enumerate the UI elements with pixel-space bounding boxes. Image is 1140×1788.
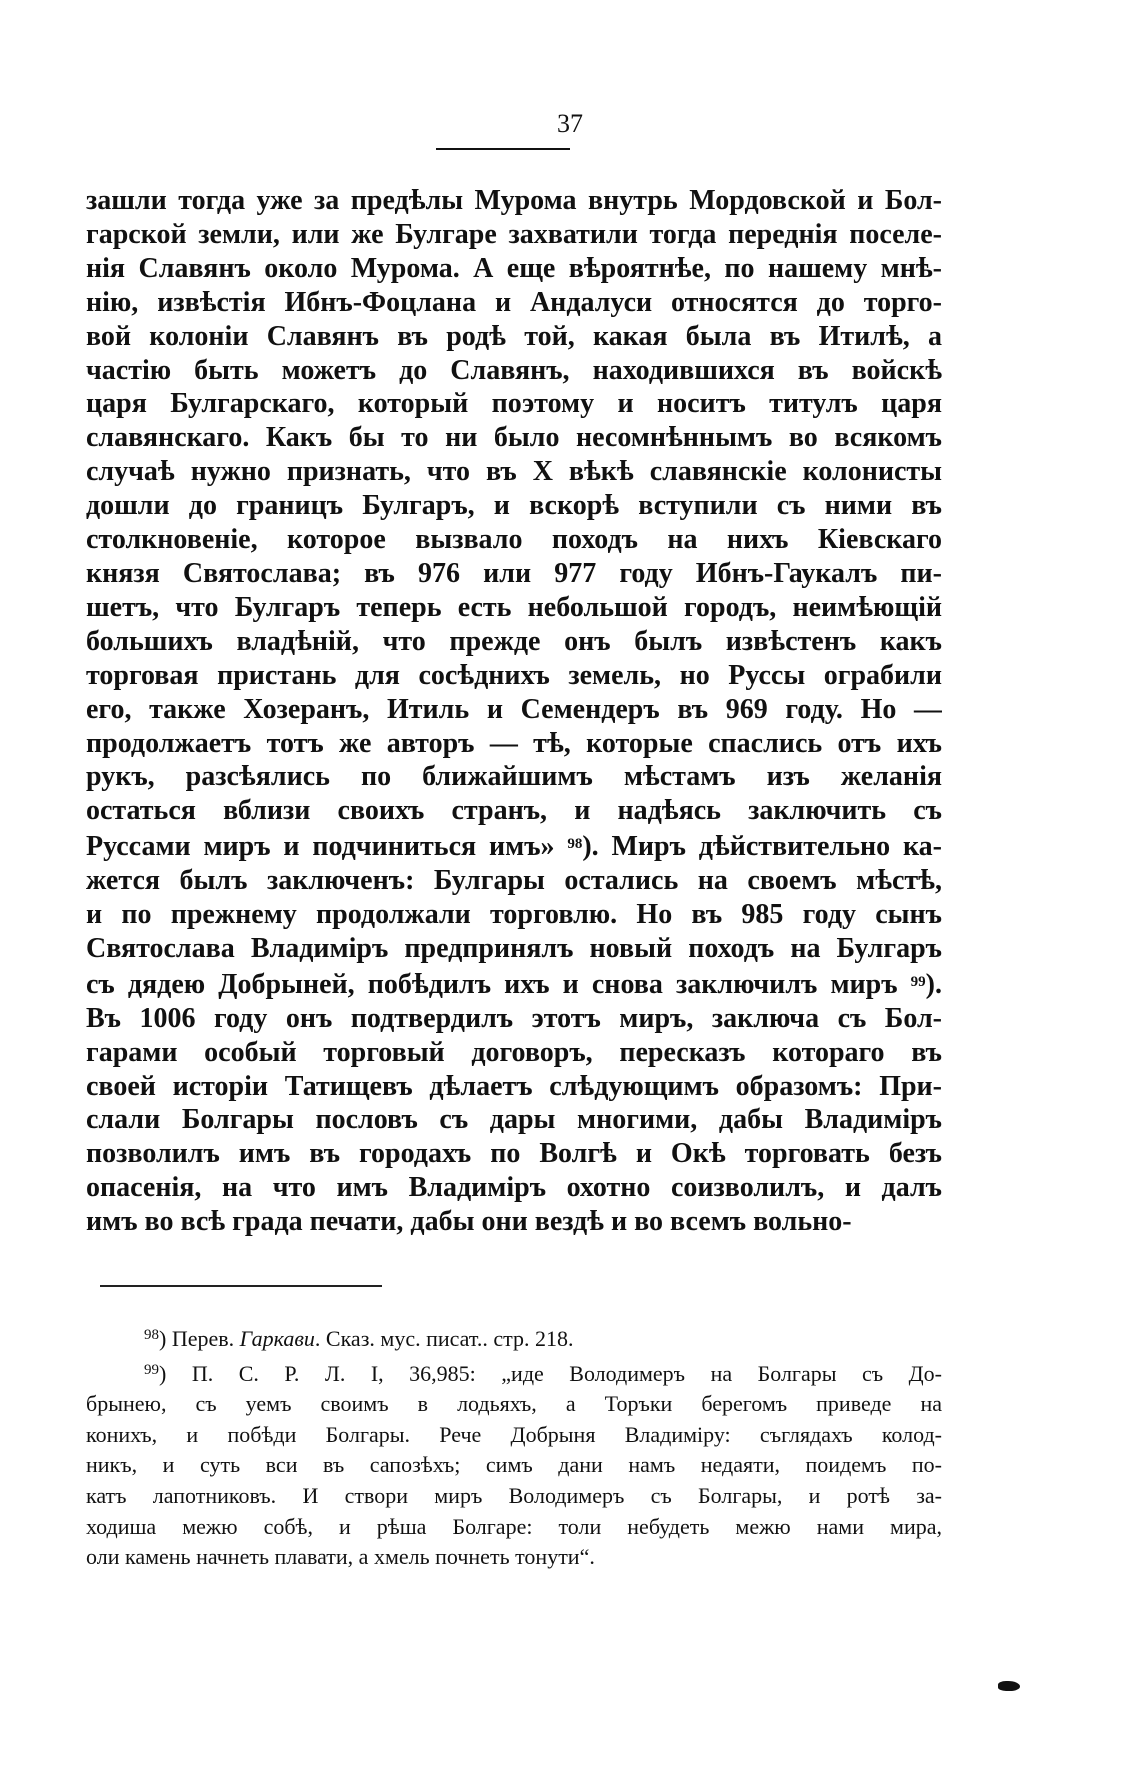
text-line: вой колоніи Славянъ въ родѣ той, какая была въ Итилѣ, а	[86, 320, 942, 352]
footnotes	[86, 1320, 942, 1573]
text-line: нію, извѣстія Ибнъ-Фоцлана и Андалуси относятся до торго-	[86, 286, 942, 318]
footnote-author: Гаркави	[239, 1326, 315, 1351]
text-line: дошли до границъ Булгаръ, и вскорѣ вступили съ ними въ	[86, 490, 942, 522]
ink-blot	[998, 1681, 1020, 1691]
text-line: славянскаго. Какъ бы то ни было несомнѣннымъ во всякомъ	[86, 422, 942, 454]
text-line: рукъ, разсѣялись по ближайшимъ мѣстамъ изъ желанія	[86, 761, 942, 793]
footnote-text: ) П. С. Р. Л. I, 36,985: „иде Володимеръ на Болгары съ До-	[159, 1360, 942, 1386]
text-line: гарами особый торговый договоръ, пересказъ котораго въ	[86, 1036, 942, 1068]
text-line: столкновеніе, которое вызвало походъ на нихъ Кіевскаго	[86, 524, 942, 556]
text-segment: Руссами миръ и подчиниться имъ»	[86, 831, 555, 863]
text-line: слали Болгары пословъ съ дары многими, дабы Владиміръ	[86, 1104, 942, 1136]
page-number-rule	[436, 148, 570, 150]
footnote-line: ходиша межю собѣ, и рѣша Болгаре: толи небудеть межю нами мира,	[86, 1513, 942, 1539]
footnote-line: никъ, и суть вси въ сапозѣхъ; симъ дани намъ недаяти, поидемъ по-	[86, 1452, 942, 1478]
footnote-ref-98: 98	[567, 836, 583, 853]
text-line: Въ 1006 году онъ подтвердилъ этотъ миръ, заключа съ Бол-	[86, 1002, 942, 1034]
text-line: опасенія, на что имъ Владиміръ охотно соизволилъ, и далъ	[86, 1172, 942, 1204]
footnote-99	[86, 1355, 942, 1390]
text-line: гарской земли, или же Булгаре захватили тогда переднія поселе-	[86, 218, 942, 250]
text-line: частію быть можетъ до Славянъ, находившихся въ войскѣ	[86, 354, 942, 386]
footnote-separator	[100, 1285, 382, 1287]
footnote-text: ) Перев.	[159, 1326, 240, 1351]
text-line: случаѣ нужно признать, что въ X вѣкѣ славянскіе колонисты	[86, 456, 942, 488]
text-line: продолжаетъ тотъ же авторъ — тѣ, которые спаслись отъ ихъ	[86, 727, 942, 759]
footnote-mark: 99	[144, 1361, 159, 1378]
main-text	[86, 184, 942, 1239]
text-line: имъ во всѣ града печати, дабы они вездѣ и во всемъ вольно-	[86, 1206, 852, 1238]
text-line-with-footnote-98	[86, 828, 942, 864]
footnote-mark: 98	[144, 1327, 159, 1343]
footnote-line: конихъ, и побѣди Болгары. Рече Добрыня Владиміру: съглядахъ колод-	[86, 1421, 942, 1447]
footnote-line: катъ лапотниковъ. И створи миръ Володимеръ съ Болгары, и ротѣ за-	[86, 1482, 942, 1508]
text-line: нія Славянъ около Мурома. А еще вѣроятнѣе, по нашему мнѣ-	[86, 252, 942, 284]
text-line: позволилъ имъ въ городахъ по Волгѣ и Окѣ торговать безъ	[86, 1138, 942, 1170]
page-number: 37	[557, 109, 583, 138]
footnote-line: оли камень начнеть плавати, а хмель почнеть тонути“.	[86, 1544, 595, 1570]
text-line: его, также Хозеранъ, Итиль и Семендеръ въ 969 году. Но —	[86, 693, 942, 725]
text-segment: ).	[925, 968, 942, 1000]
text-line: и по прежнему продолжали торговлю. Но въ 985 году сынъ	[86, 899, 942, 931]
text-segment: съ дядею Добрыней, побѣдилъ ихъ и снова заключилъ миръ	[86, 968, 898, 1000]
footnote-line: брынею, съ уемъ своимъ в лодьяхъ, а Торъки берегомъ приведе на	[86, 1391, 942, 1417]
text-line: Святослава Владиміръ предпринялъ новый походъ на Булгаръ	[86, 932, 942, 964]
text-segment: ). Миръ дѣйствительно ка-	[582, 831, 942, 863]
text-line: большихъ владѣній, что прежде онъ былъ извѣстенъ какъ	[86, 625, 942, 657]
text-line-with-footnote-99	[86, 966, 942, 1002]
text-line: своей исторіи Татищевъ дѣлаетъ слѣдующимъ образомъ: При-	[86, 1070, 942, 1102]
text-line: остаться вблизи своихъ странъ, и надѣясь заключить съ	[86, 795, 942, 827]
text-line: царя Булгарскаго, который поэтому и носитъ титулъ царя	[86, 388, 942, 420]
text-line: торговая пристань для сосѣднихъ земель, но Руссы ограбили	[86, 659, 942, 691]
text-line: князя Святослава; въ 976 или 977 году Ибнъ-Гаукалъ пи-	[86, 557, 942, 589]
footnote-ref-99: 99	[910, 973, 926, 990]
footnote-98	[86, 1320, 942, 1355]
text-line: зашли тогда уже за предѣлы Мурома внутрь Мордовской и Бол-	[86, 185, 942, 216]
footnote-text: . Сказ. мус. писат.. стр. 218.	[314, 1326, 574, 1351]
text-line: жется былъ заключенъ: Булгары остались на своемъ мѣстѣ,	[86, 865, 942, 897]
text-line: шетъ, что Булгаръ теперь есть небольшой городъ, неимѣющій	[86, 591, 942, 623]
